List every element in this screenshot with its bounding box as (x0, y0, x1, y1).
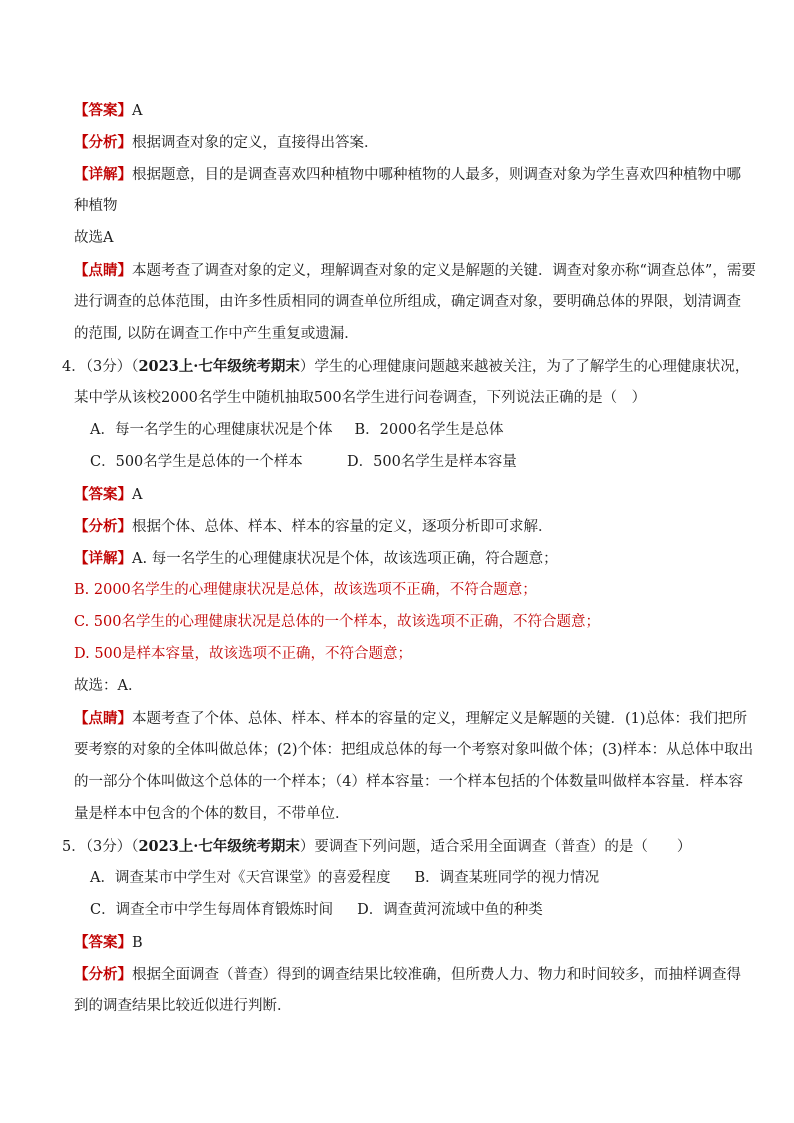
comment-text: 本题考查了调查对象的定义，理解调查对象的定义是解题的关键．调查对象亦称“调查总体”，需要 (132, 263, 756, 279)
option-b: B．2000名学生是总体 (354, 422, 504, 438)
option-c: C．500名学生是总体的一个样本 (90, 454, 303, 470)
q4-options-row-1 (74, 420, 504, 441)
comment-text: 进行调查的总体范围，由许多性质相同的调查单位所组成，确定调查对象，要明确总体的界限，划清调查 (74, 294, 741, 310)
option-a: A．调查某市中学生对《天宫课堂》的喜爱程度 (90, 870, 391, 886)
detail-tag: 【详解】 (74, 550, 132, 567)
answer-value: B (132, 935, 143, 951)
choose-text: 故选A (74, 230, 114, 246)
q5-answer-line (74, 932, 143, 954)
option-d: D．500名学生是样本容量 (347, 454, 517, 470)
detail-text: A. 每一名学生的心理健康状况是个体，故该选项正确，符合题意； (132, 551, 558, 567)
q4-comment-line-4 (74, 804, 350, 825)
q3-comment-line-1 (74, 260, 756, 282)
detail-text: B. 2000名学生的心理健康状况是总体，故该选项不正确，不符合题意； (74, 582, 537, 598)
analysis-tag: 【分析】 (74, 134, 132, 151)
q4-comment-line-1 (74, 708, 747, 730)
question-stem: 某中学从该校2000名学生中随机抽取500名学生进行问卷调查，下列说法正确的是（ ） (74, 390, 647, 406)
q4-options-row-2 (74, 452, 517, 473)
q3-choose-line (74, 228, 113, 249)
q4-comment-line-2 (74, 740, 753, 761)
q5-options-row-2 (74, 900, 543, 921)
comment-tag: 【点睛】 (74, 262, 132, 279)
option-b: B．调查某班同学的视力情况 (414, 870, 600, 886)
comment-text: 要考察的对象的全体叫做总体；(2)个体：把组成总体的每一个考察对象叫做个体；(3)样本：从总体中取出 (74, 742, 754, 758)
q4-comment-line-3 (74, 772, 743, 793)
q4-answer-line (74, 484, 142, 506)
q4-stem-line-1 (62, 356, 749, 378)
detail-tag: 【详解】 (74, 166, 132, 183)
q3-analysis-line (74, 132, 379, 154)
option-d: D．调查黄河流域中鱼的种类 (357, 902, 543, 918)
detail-text: 根据题意，目的是调查喜欢四种植物中哪种植物的人最多，则调查对象为学生喜欢四种植物中哪 (132, 167, 741, 183)
question-source: 2023上·七年级统考期末 (138, 358, 300, 375)
q5-analysis-line-2 (74, 996, 292, 1017)
detail-text: D. 500是样本容量，故该选项不正确，不符合题意； (74, 646, 413, 662)
question-number: 5．（3分）（ (62, 839, 139, 855)
comment-text: 量是样本中包含的个体的数目，不带单位． (74, 806, 350, 822)
analysis-text: 到的调查结果比较近似进行判断． (74, 998, 292, 1014)
comment-text: 本题考查了个体、总体、样本、样本的容量的定义，理解定义是解题的关键．(1)总体：我们把所 (132, 711, 748, 727)
comment-tag: 【点睛】 (74, 710, 132, 727)
analysis-text: 根据个体、总体、样本、样本的容量的定义，逐项分析即可求解． (132, 519, 553, 535)
q5-analysis-line-1 (74, 964, 741, 986)
q5-options-row-1 (74, 868, 599, 889)
option-c: C．调查全市中学生每周体育锻炼时间 (90, 902, 334, 918)
question-stem: ）学生的心理健康问题越来越被关注，为了了解学生的心理健康状况， (299, 359, 750, 375)
q4-detail-line-d (74, 644, 412, 665)
analysis-tag: 【分析】 (74, 518, 132, 535)
q3-answer-line (74, 100, 142, 122)
question-source: 2023上·七年级统考期末 (138, 838, 300, 855)
q4-choose-line (74, 676, 142, 697)
q4-analysis-line (74, 516, 553, 538)
detail-text: C. 500名学生的心理健康状况是总体的一个样本，故该选项不正确，不符合题意； (74, 614, 600, 630)
q5-stem-line-1 (62, 836, 691, 858)
analysis-tag: 【分析】 (74, 966, 132, 983)
answer-value: A (132, 103, 143, 119)
q4-detail-line-c (74, 612, 600, 633)
q4-detail-line-a (74, 548, 558, 570)
comment-text: 的一部分个体叫做这个总体的一个样本；（4）样本容量：一个样本包括的个体数量叫做样本容量．样本容 (74, 774, 743, 790)
question-stem: ）要调查下列问题，适合采用全面调查（普查）的是（ ） (299, 839, 692, 855)
q3-comment-line-2 (74, 292, 741, 313)
comment-text: 的范围, 以防在调查工作中产生重复或遗漏． (74, 326, 359, 342)
q3-detail-line-2 (74, 196, 118, 217)
detail-text: 种植物 (74, 198, 118, 214)
q4-stem-line-2 (74, 388, 646, 409)
choose-text: 故选：A． (74, 678, 143, 694)
answer-tag: 【答案】 (74, 102, 132, 119)
q3-comment-line-3 (74, 324, 359, 345)
analysis-text: 根据全面调查（普查）得到的调查结果比较准确，但所费人力、物力和时间较多，而抽样调查得 (132, 967, 741, 983)
q3-detail-line-1 (74, 164, 741, 186)
question-number: 4．（3分）（ (62, 359, 139, 375)
answer-tag: 【答案】 (74, 934, 132, 951)
answer-value: A (132, 487, 143, 503)
q4-detail-line-b (74, 580, 537, 601)
analysis-text: 根据调查对象的定义，直接得出答案． (132, 135, 379, 151)
answer-tag: 【答案】 (74, 486, 132, 503)
option-a: A．每一名学生的心理健康状况是个体 (90, 422, 333, 438)
